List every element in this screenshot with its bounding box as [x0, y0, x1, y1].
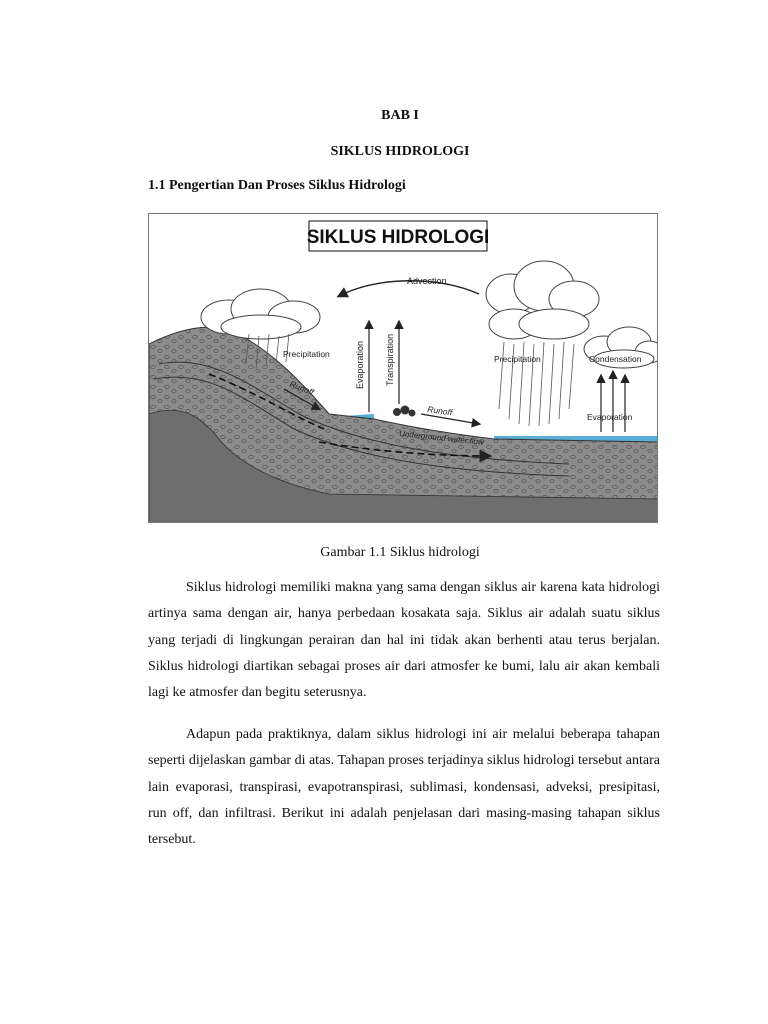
label-evaporation-left: Evaporation	[355, 340, 365, 389]
label-transpiration: Transpiration	[385, 333, 395, 386]
figure-title: SIKLUS HIDROLOGI	[306, 227, 490, 248]
section-heading: 1.1 Pengertian Dan Proses Siklus Hidrologi	[148, 178, 406, 193]
label-underground-flow: Underground water flow	[398, 429, 485, 447]
hydrologic-cycle-illustration	[149, 214, 658, 523]
label-precipitation-right: Precipitation	[494, 354, 541, 364]
label-precipitation-left: Precipitation	[283, 349, 330, 359]
hydrologic-cycle-figure	[148, 213, 658, 523]
label-runoff-lower: Runoff	[426, 404, 453, 418]
label-evaporation-right: Evaporation	[587, 412, 633, 422]
label-runoff-upper: Runoff	[288, 378, 316, 398]
chapter-title: SIKLUS HIDROLOGI	[330, 144, 470, 159]
label-advection: Advection	[407, 276, 447, 286]
figure-caption: Gambar 1.1 Siklus hidrologi	[320, 545, 480, 560]
label-condensation: Condensation	[589, 354, 642, 364]
paragraph-2: Adapun pada praktiknya, dalam siklus hidrologi ini air melalui beberapa tahapan seperti dijelaskan gambar di atas. Tahapan proses terjadinya siklus hidrologi tersebut antara lain evaporasi, transpirasi, evapotranspirasi, sublimasi, kondensasi, adveksi, presipitasi, run off, dan infiltrasi. Berikut ini adalah penjelasan dari masing-masing tahapan siklus tersebut.	[148, 727, 660, 848]
chapter-heading: BAB I	[381, 108, 419, 123]
paragraph-1: Siklus hidrologi memiliki makna yang sama dengan siklus air karena kata hidrologi artinya sama dengan air, hanya perbedaan kosakata saja. Siklus air adalah suatu siklus yang terjadi di lingkungan perairan dan hal ini tidak akan berhenti atau terus berjalan. Siklus hidrologi diartikan sebagai proses air dari atmosfer ke bumi, lalu air akan kembali lagi ke atmosfer dan begitu seterusnya.	[148, 580, 660, 701]
